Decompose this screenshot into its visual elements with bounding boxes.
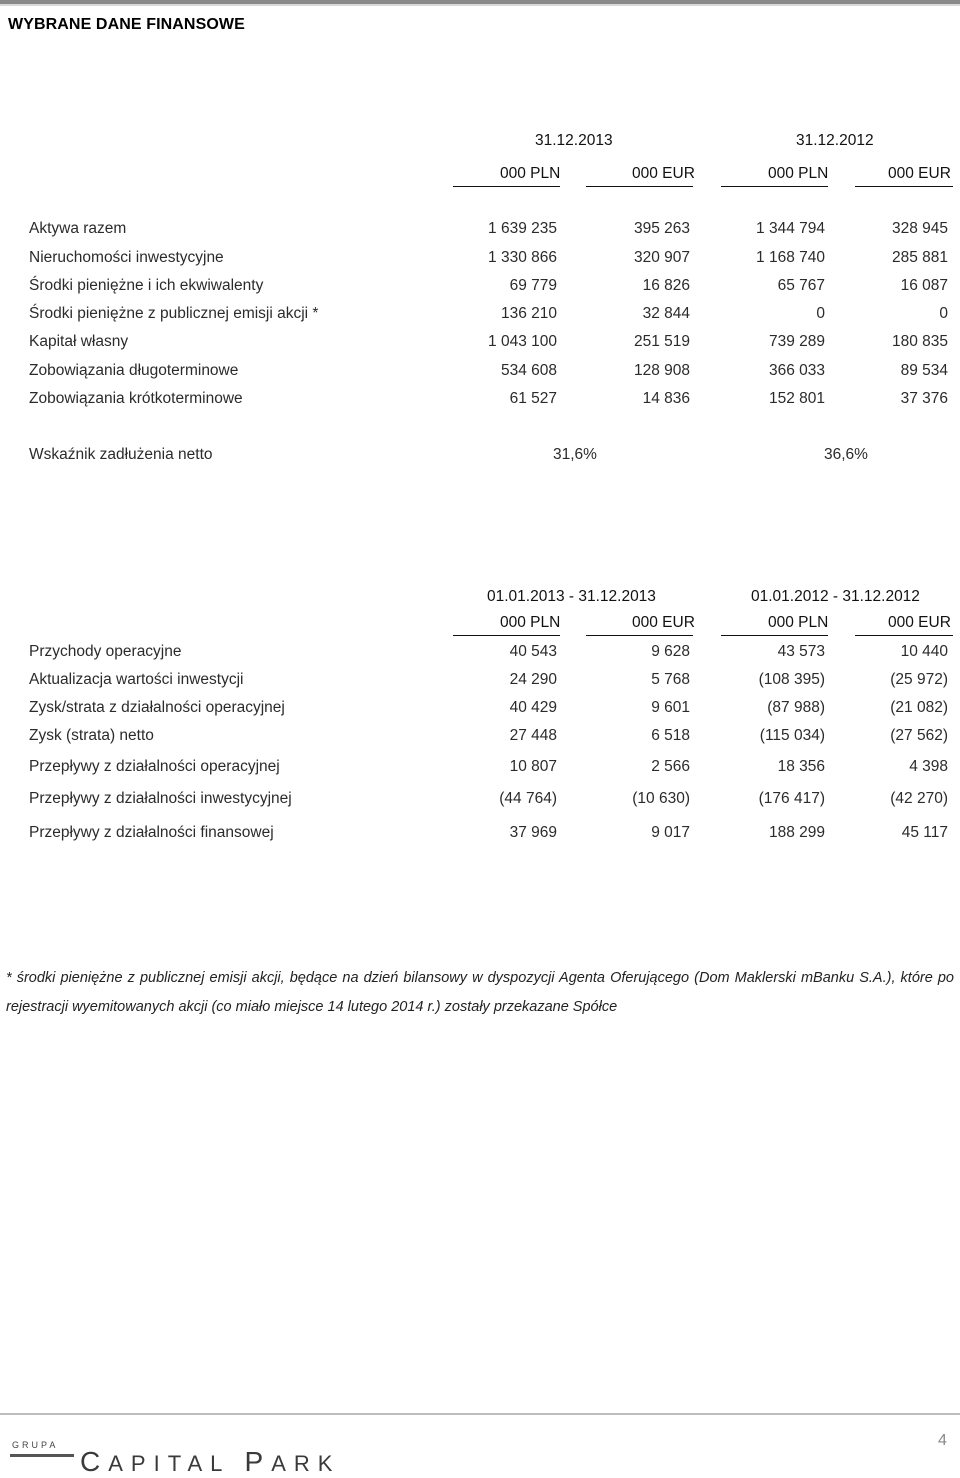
cell-value: 61 527 bbox=[509, 390, 557, 407]
capital-park-logo bbox=[10, 1440, 380, 1477]
cell-value: (25 972) bbox=[890, 671, 948, 688]
income-currency-pln-2013: 000 PLN bbox=[500, 614, 561, 631]
cell-value: 285 881 bbox=[891, 249, 948, 266]
income-currency-pln-2012: 000 PLN bbox=[768, 614, 829, 631]
cell-value: 1 639 235 bbox=[488, 220, 557, 237]
income-underline-2 bbox=[586, 635, 693, 636]
cell-value: 37 376 bbox=[900, 390, 948, 407]
cell-value: (176 417) bbox=[758, 790, 825, 807]
row-label: Środki pieniężne z publicznej emisji akcji * bbox=[29, 305, 319, 322]
logo-wordmark: CAPITAL PARK bbox=[80, 1446, 341, 1477]
row-label: Przepływy z działalności operacyjnej bbox=[29, 758, 280, 775]
footnote-line-2: rejestracji wyemitowanych akcji (co miało miejsce 14 lutego 2014 r.) zostały przekazane Spółce bbox=[6, 999, 618, 1015]
income-underline-4 bbox=[855, 635, 953, 636]
cell-value: 18 356 bbox=[777, 758, 825, 775]
ratio-value-2012: 36,6% bbox=[824, 446, 868, 463]
ratio-value-2013: 31,6% bbox=[553, 446, 597, 463]
logo-bar bbox=[10, 1454, 74, 1457]
cell-value: 4 398 bbox=[909, 758, 948, 775]
cell-value: 14 836 bbox=[642, 390, 690, 407]
cell-value: 0 bbox=[939, 305, 948, 322]
row-label: Przepływy z działalności finansowej bbox=[29, 824, 274, 841]
footnote bbox=[6, 964, 954, 1022]
row-label: Zobowiązania krótkoterminowe bbox=[29, 390, 243, 407]
cell-value: 395 263 bbox=[633, 220, 690, 237]
row-label: Przychody operacyjne bbox=[29, 643, 182, 660]
cell-value: 43 573 bbox=[777, 643, 825, 660]
balance-currency-pln-2012: 000 PLN bbox=[768, 165, 829, 182]
income-period-2013: 01.01.2013 - 31.12.2013 bbox=[487, 588, 656, 605]
cell-value: 32 844 bbox=[642, 305, 690, 322]
cell-value: 45 117 bbox=[901, 824, 948, 841]
cell-value: (10 630) bbox=[632, 790, 690, 807]
balance-period-2013: 31.12.2013 bbox=[535, 132, 613, 149]
cell-value: 5 768 bbox=[651, 671, 690, 688]
footnote-line-1: * środki pieniężne z publicznej emisji akcji, będące na dzień bilansowy w dyspozycji Agenta Oferującego (Dom Maklerski mBanku S.A.), które po bbox=[6, 970, 954, 986]
cell-value: 9 017 bbox=[651, 824, 690, 841]
balance-period-2012: 31.12.2012 bbox=[796, 132, 874, 149]
income-currency-eur-2013: 000 EUR bbox=[632, 614, 695, 631]
cell-value: 40 429 bbox=[509, 699, 557, 716]
cell-value: 1 168 740 bbox=[756, 249, 825, 266]
cell-value: 328 945 bbox=[891, 220, 948, 237]
cell-value: 10 440 bbox=[900, 643, 948, 660]
row-label: Aktywa razem bbox=[29, 220, 127, 237]
cell-value: 136 210 bbox=[500, 305, 557, 322]
cell-value: 739 289 bbox=[768, 333, 825, 350]
page-title: WYBRANE DANE FINANSOWE bbox=[8, 16, 245, 33]
ratio-label: Wskaźnik zadłużenia netto bbox=[29, 446, 213, 463]
cell-value: 251 519 bbox=[633, 333, 690, 350]
cell-value: (87 988) bbox=[767, 699, 825, 716]
row-label: Nieruchomości inwestycyjne bbox=[29, 249, 224, 266]
row-label: Przepływy z działalności inwestycyjnej bbox=[29, 790, 292, 807]
cell-value: 65 767 bbox=[777, 277, 825, 294]
income-period-2012: 01.01.2012 - 31.12.2012 bbox=[751, 588, 920, 605]
cell-value: (108 395) bbox=[758, 671, 825, 688]
top-rule-shadow bbox=[0, 4, 960, 6]
row-label: Zysk (strata) netto bbox=[29, 727, 154, 744]
income-currency-eur-2012: 000 EUR bbox=[888, 614, 951, 631]
cell-value: 180 835 bbox=[891, 333, 948, 350]
cell-value: 1 043 100 bbox=[488, 333, 557, 350]
row-label: Kapitał własny bbox=[29, 333, 129, 350]
cell-value: 40 543 bbox=[509, 643, 557, 660]
cell-value: 6 518 bbox=[651, 727, 690, 744]
income-underline-1 bbox=[453, 635, 560, 636]
cell-value: 37 969 bbox=[509, 824, 557, 841]
balance-currency-pln-2013: 000 PLN bbox=[500, 165, 561, 182]
cell-value: 1 344 794 bbox=[756, 220, 825, 237]
balance-currency-eur-2013: 000 EUR bbox=[632, 165, 695, 182]
balance-currency-eur-2012: 000 EUR bbox=[888, 165, 951, 182]
cell-value: 0 bbox=[816, 305, 825, 322]
logo-grupa-text: GRUPA bbox=[12, 1440, 59, 1450]
cell-value: 16 087 bbox=[900, 277, 948, 294]
cell-value: 152 801 bbox=[768, 390, 825, 407]
row-label: Zobowiązania długoterminowe bbox=[29, 362, 239, 379]
cell-value: 2 566 bbox=[651, 758, 690, 775]
cell-value: 534 608 bbox=[500, 362, 557, 379]
row-label: Środki pieniężne i ich ekwiwalenty bbox=[29, 277, 264, 294]
cell-value: 10 807 bbox=[509, 758, 557, 775]
balance-underline-1 bbox=[453, 186, 560, 187]
cell-value: (44 764) bbox=[499, 790, 557, 807]
row-label: Aktualizacja wartości inwestycji bbox=[29, 671, 244, 688]
footer-rule bbox=[0, 1413, 960, 1415]
page-number: 4 bbox=[938, 1432, 947, 1449]
cell-value: (115 034) bbox=[759, 727, 825, 744]
cell-value: (27 562) bbox=[890, 727, 948, 744]
cell-value: 320 907 bbox=[633, 249, 690, 266]
cell-value: 16 826 bbox=[642, 277, 690, 294]
cell-value: (42 270) bbox=[890, 790, 948, 807]
balance-underline-4 bbox=[855, 186, 953, 187]
cell-value: (21 082) bbox=[890, 699, 948, 716]
cell-value: 1 330 866 bbox=[488, 249, 557, 266]
cell-value: 366 033 bbox=[768, 362, 825, 379]
cell-value: 188 299 bbox=[768, 824, 825, 841]
row-label: Zysk/strata z działalności operacyjnej bbox=[29, 699, 285, 716]
cell-value: 9 628 bbox=[651, 643, 690, 660]
income-underline-3 bbox=[721, 635, 828, 636]
cell-value: 9 601 bbox=[651, 699, 690, 716]
cell-value: 27 448 bbox=[509, 727, 557, 744]
cell-value: 89 534 bbox=[900, 362, 948, 379]
cell-value: 69 779 bbox=[509, 277, 557, 294]
balance-underline-2 bbox=[586, 186, 693, 187]
cell-value: 128 908 bbox=[633, 362, 690, 379]
cell-value: 24 290 bbox=[509, 671, 557, 688]
balance-underline-3 bbox=[721, 186, 828, 187]
